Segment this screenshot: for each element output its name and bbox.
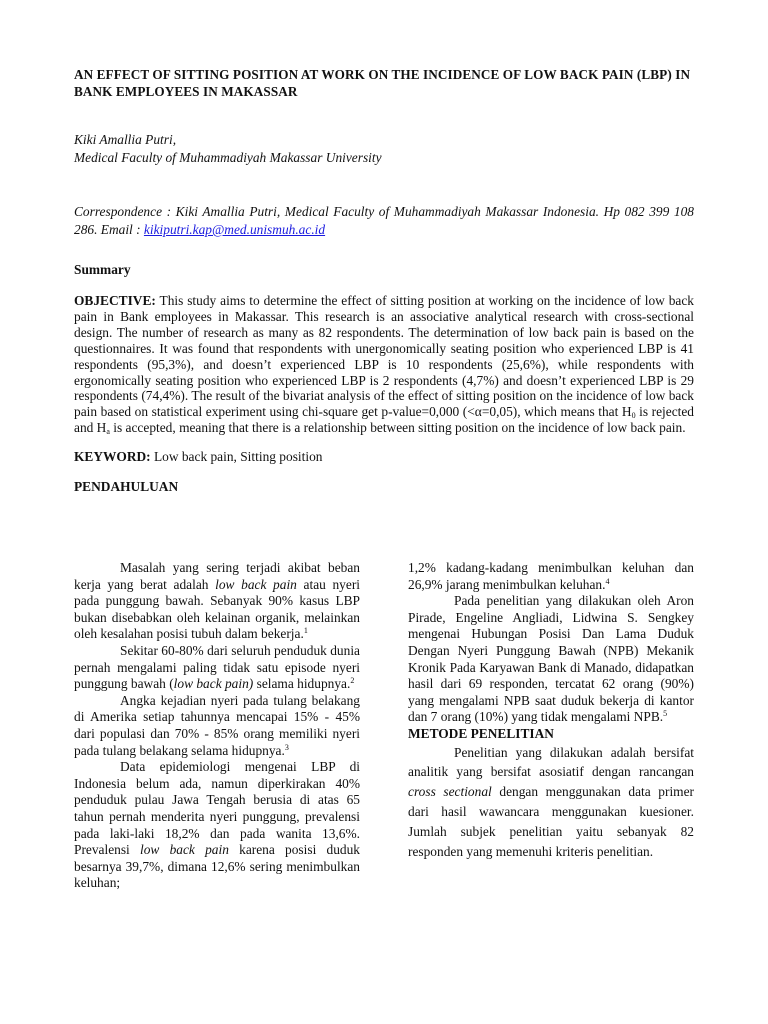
citation-superscript: 1 [303,626,308,636]
ha-subscript: a [106,427,110,437]
text-span: Pada penelitian yang dilakukan oleh Aron Pirade, Engeline Angliadi, Lidwina S. Sengkey mengenai Hubungan Posisi Dan Lama Duduk Dengan Nyeri Punggung Bawah (NPB) Mekanik Kronik Pada Karyawan Bank di Manado, didapatkan hasil dari 69 responden, tercatat 62 orang (90%) yang mengalami NPB saat duduk bekerja di kantor dan 7 orang (10%) yang tidak mengalami NPB. [408,593,694,725]
right-paragraph-3 [408,743,694,862]
left-paragraph-1 [74,560,360,643]
pendahuluan-heading: PENDAHULUAN [74,479,179,495]
left-column [74,560,360,892]
author-affiliation: Medical Faculty of Muhammadiyah Makassar University [74,150,382,165]
italic-term: cross sectional [408,784,492,800]
text-span: Data epidemiologi mengenai LBP di Indonesia belum ada, namun diperkirakan 40% penduduk pulau Jawa Tengah berusia di atas 65 tahun pernah menderita nyeri punggung, prevalensi pada laki-laki 18,2% dan pada wanita 13,6%. Prevalensi [74,759,360,858]
italic-term: low back pain [215,576,297,592]
text-span: karena posisi duduk besarnya 39,7%, dimana 12,6% sering menimbulkan keluhan; [74,842,360,891]
abstract-text-2: is rejected and H [74,404,694,436]
keyword-text: Low back pain, Sitting position [150,449,323,465]
paper-header [74,66,694,496]
text-span: dengan menggunakan data primer dari hasil wawancara menggunakan kuesioner. Jumlah subjek penelitian yaitu sebanyak 82 responden yang memenuhi kriteris penelitian. [408,784,695,859]
author-name: Kiki Amallia Putri, [74,132,177,147]
metode-section [408,743,694,862]
paper-title: AN EFFECT OF SITTING POSITION AT WORK ON THE INCIDENCE OF LOW BACK PAIN (LBP) IN BANK EMPLOYEES IN MAKASSAR [74,67,691,99]
left-paragraph-3 [74,693,360,759]
summary-heading: Summary [74,262,131,277]
left-paragraph-4 [74,759,360,892]
text-span: Penelitian yang dilakukan adalah bersifat analitik yang bersifat asosiatif dengan rancangan [408,744,694,780]
text-span: selama hidupnya. [253,676,351,692]
correspondence-text: Correspondence : Kiki Amallia Putri, Medical Faculty of Muhammadiyah Makassar Indonesia. Hp 082 399 108 286. Email : [74,204,694,237]
citation-superscript: 5 [663,709,668,719]
text-span: Masalah yang sering terjadi akibat beban kerja yang berat adalah [74,560,360,592]
citation-superscript: 2 [350,676,355,686]
citation-superscript: 4 [605,576,610,586]
text-span: Angka kejadian nyeri pada tulang belakang di Amerika setiap tahunnya mencapai 15% - 45% dari populasi dan 70% - 85% orang memiliki nyeri pada tulang belakang selama hidupnya. [74,692,360,758]
keyword-label: KEYWORD: [74,449,151,465]
metode-heading: METODE PENELITIAN [408,725,554,741]
text-span: 1,2% kadang-kadang menimbulkan keluhan dan 26,9% jarang menimbulkan keluhan. [408,560,694,592]
keyword-line [74,448,694,466]
italic-term: low back pain) [173,676,254,692]
right-paragraph-2 [408,593,694,726]
h0-subscript: 0 [631,411,636,421]
correspondence [74,203,694,239]
objective-label: OBJECTIVE: [74,293,156,308]
italic-term: low back pain [140,842,229,858]
abstract-paragraph [74,293,694,436]
left-paragraph-2 [74,643,360,693]
citation-superscript: 3 [284,742,289,752]
right-column [408,560,694,861]
right-paragraph-1 [408,560,694,593]
text-span: atau nyeri pada punggung bawah. Sebanyak 90% kasus LBP bukan disebabkan oleh kelainan organik, melainkan oleh kesalahan posisi tubuh dalam bekerja. [74,576,360,642]
abstract-text-3: is accepted, meaning that there is a relationship between sitting position on the incidence of low back pain. [109,420,686,436]
email-link[interactable]: kikiputri.kap@med.unismuh.ac.id [143,222,326,237]
abstract-text-1: This study aims to determine the effect of sitting position at working on the incidence of low back pain in Bank employees in Makassar. This research is an associative analytical research with cross-sectional design. The number of research as many as 82 respondents. The determination of low back pain is based on the questionnaires. It was found that respondents with unergonomically seating position who experienced LBP is 41 respondents (95,3%), and doesn’t experienced LBP is 10 respondents (25,6%), while respondents with ergonomically seating position who experienced LBP is 2 respondents (4,7%) and doesn’t experienced LBP is 29 respondents (74,4%). The result of the bivariat analysis of the effect of sitting position on the incidence of low back pain based on statistical experiment using chi-square get p-value=0,000 (<α=0,05), which means that H [74,293,694,420]
text-span: Sekitar 60-80% dari seluruh penduduk dunia pernah mengalami paling tidak satu episode nyeri punggung bawah ( [74,642,360,692]
